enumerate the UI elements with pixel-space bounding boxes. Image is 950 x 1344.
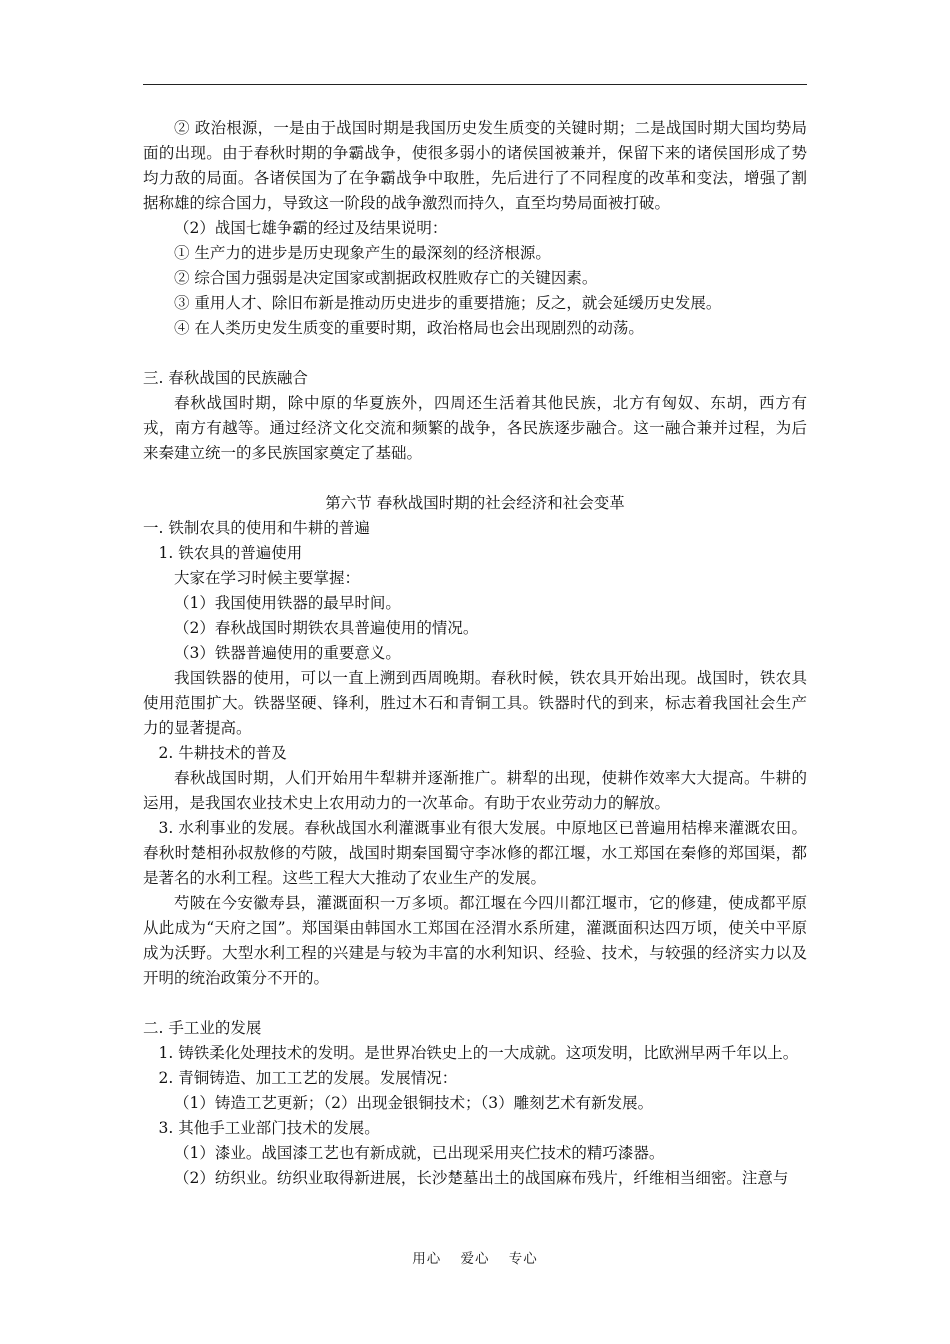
chapter-title: 第六节 春秋战国时期的社会经济和社会变革 (325, 494, 625, 512)
war-result-item: ① 生产力的进步是历史现象产生的最深刻的经济根源。 (174, 244, 551, 262)
iron-paragraph: 我国铁器的使用，可以一直上溯到西周晚期。春秋时候，铁农具开始出现。战国时，铁农具使用范围扩大。铁器坚硬、锋利，胜过木石和青铜工具。铁器时代的到来，标志着我国社会生产力的显著提高。 (143, 669, 807, 737)
section-heading-iron: 一. 铁制农具的使用和牛耕的普遍 (143, 519, 370, 537)
war-result-item: ④ 在人类历史发生质变的重要时期，政治格局也会出现剧烈的动荡。 (174, 319, 644, 337)
war-result-item: ② 综合国力强弱是决定国家或割据政权胜败存亡的关键因素。 (174, 269, 598, 287)
iron-point: （3）铁器普遍使用的重要意义。 (174, 644, 401, 662)
politics-paragraph: ② 政治根源，一是由于战国时期是我国历史发生质变的关键时期；二是战国时期大国均势局面的出现。由于春秋时期的争霸战争，使很多弱小的诸侯国被兼并，保留下来的诸侯国形成了势均力敌的局面。各诸侯国为了在争霸战争中取胜，先后进行了不同程度的改革和变法，增强了割据称雄的综合国力，导致这一阶段的战争激烈而持久，直至均势局面被打破。 (143, 119, 807, 212)
ethnic-paragraph: 春秋战国时期，除中原的华夏族外，四周还生活着其他民族，北方有匈奴、东胡，西方有戎，南方有越等。通过经济文化交流和频繁的战争，各民族逐步融合。这一融合兼并过程，为后来秦建立统一的多民族国家奠定了基础。 (143, 394, 807, 462)
header-rule (143, 84, 807, 85)
iron-point: （1）我国使用铁器的最早时间。 (174, 594, 401, 612)
handicraft-item: 3. 其他手工业部门技术的发展。 (158, 1119, 380, 1137)
textile-paragraph: （2）纺织业。纺织业取得新进展，长沙楚墓出土的战国麻布残片，纤维相当细密。注意与 (174, 1169, 789, 1187)
water-paragraph: 3. 水利事业的发展。春秋战国水利灌溉事业有很大发展。中原地区已普遍用桔槔来灌溉农田。春秋时楚相孙叔敖修的芍陂，战国时期秦国蜀守李冰修的都江堰，水工郑国在秦修的郑国渠，都是著名的水利工程。这些工程大大推动了农业生产的发展。 (143, 819, 807, 887)
iron-point: （2）春秋战国时期铁农具普遍使用的情况。 (174, 619, 479, 637)
subheading-iron-tools: 1. 铁农具的普遍使用 (158, 544, 303, 562)
ox-paragraph: 春秋战国时期，人们开始用牛犁耕并逐渐推广。耕犁的出现，使耕作效率大大提高。牛耕的运用，是我国农业技术史上农用动力的一次革命。有助于农业劳动力的解放。 (143, 769, 807, 812)
lacquer-paragraph: （1）漆业。战国漆工艺也有新成就，已出现采用夹伫技术的精巧漆器。 (174, 1144, 665, 1162)
handicraft-item: 1. 铸铁柔化处理技术的发明。是世界冶铁史上的一大成就。这项发明，比欧洲早两千年以上。 (158, 1044, 799, 1062)
section-heading-handicraft: 二. 手工业的发展 (143, 1019, 262, 1037)
page-footer: 用心 爱心 专心 (412, 1251, 538, 1267)
bronze-detail: （1）铸造工艺更新；（2）出现金银铜技术；（3）雕刻艺术有新发展。 (174, 1094, 654, 1112)
handicraft-item: 2. 青铜铸造、加工工艺的发展。发展情况： (158, 1069, 458, 1087)
war-result-item: ③ 重用人才、除旧布新是推动历史进步的重要措施；反之，就会延缓历史发展。 (174, 294, 722, 312)
war-result-heading: （2）战国七雄争霸的经过及结果说明： (174, 219, 448, 237)
iron-intro: 大家在学习时候主要掌握： (174, 569, 361, 587)
section-heading-ethnic: 三. 春秋战国的民族融合 (143, 369, 308, 387)
subheading-ox-plough: 2. 牛耕技术的普及 (158, 744, 287, 762)
document-body (143, 116, 807, 1191)
water-detail-paragraph: 芍陂在今安徽寿县，灌溉面积一万多顷。都江堰在今四川都江堰市，它的修建，使成都平原从此成为“天府之国”。郑国渠由韩国水工郑国在泾渭水系所建，灌溉面积达四万顷，使关中平原成为沃野。大型水利工程的兴建是与较为丰富的水利知识、经验、技术，与较强的经济实力以及开明的统治政策分不开的。 (143, 894, 807, 987)
